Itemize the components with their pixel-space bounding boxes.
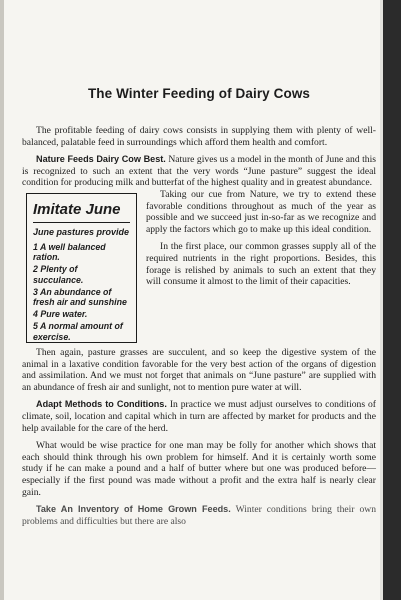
article-title: The Winter Feeding of Dairy Cows xyxy=(87,86,311,101)
sidebox-item: 4 Pure water. xyxy=(33,309,88,320)
section3-text-1: Winter conditions bring their own problems and difficulties but there are also xyxy=(22,504,376,527)
section1-heading: Nature Feeds Dairy Cow Best. xyxy=(36,154,166,165)
section2-text-1: In practice we must adjust ourselves to conditions of climate, soil, location and capital which in turn are affected by market for products and the help available for the care of the herd. xyxy=(22,399,376,434)
sidebox-item: 2 Plenty of succulance. xyxy=(33,264,84,285)
section1-paragraph-2: Taking our cue from Nature, we try to extend these favorable conditions throughout as much of the year as possible and we succeed just in-so-far as we recognize and apply the factors which go to make up this ideal condition. xyxy=(146,188,376,235)
section1-text-1: Nature gives us a model in the month of June and this is recognized to such an extent that the very words “June pasture” suggest the ideal condition for producing milk and butterfat of the highest quality and in greatest abundance. xyxy=(22,154,377,189)
sidebox-item: 1 A well balanced ration. xyxy=(33,241,106,263)
imitate-june-box xyxy=(26,193,137,343)
section1-paragraph-3: In the first place, our common grasses supply all of the required nutrients in the right proportions. Besides, this forage is relished by animals to such an extent that they will consume it almost to the limit of their capacities. xyxy=(146,241,376,288)
intro-paragraph: The profitable feeding of dairy cows consists in supplying them with plenty of well-balanced, palatable feed in surroundings which afford them health and comfort. xyxy=(22,125,376,148)
section2-heading: Adapt Methods to Conditions. xyxy=(36,399,167,410)
section3-heading: Take An Inventory of Home Grown Feeds. xyxy=(36,504,231,515)
section3-paragraph-1 xyxy=(22,504,376,527)
article xyxy=(22,86,376,527)
sidebox-item: 3 An abundance of fresh air and sunshine xyxy=(33,286,127,307)
section2-paragraph-1 xyxy=(22,399,376,434)
page-binding-shadow xyxy=(383,0,401,600)
sidebox-list xyxy=(33,242,130,342)
section1-paragraph-1 xyxy=(22,154,376,189)
section1-paragraph-4: Then again, pasture grasses are succulent, and so keep the digestive system of the animal in a laxative condition favorable for the very best action of the organs of digestion and assimilation. And we must not forget that animals on “June pasture” are supplied with an abundance of fresh air and sunlight, not to mention pure water at will. xyxy=(22,346,376,393)
sidebox-item: 5 A normal amount of exercise. xyxy=(33,321,123,342)
page-left-edge xyxy=(0,0,4,600)
sidebox-title: Imitate June xyxy=(33,201,130,223)
sidebox-subtitle: June pastures provide xyxy=(33,226,130,237)
section2-paragraph-2: What would be wise practice for one man may be folly for another which shows that each should think through his own problem for himself. And it is certainly worth some study if he can make a pound and a half of butter where but one was produced before—especially if the first pound was made without a profit and the extra half is nearly clear gain. xyxy=(22,440,376,498)
